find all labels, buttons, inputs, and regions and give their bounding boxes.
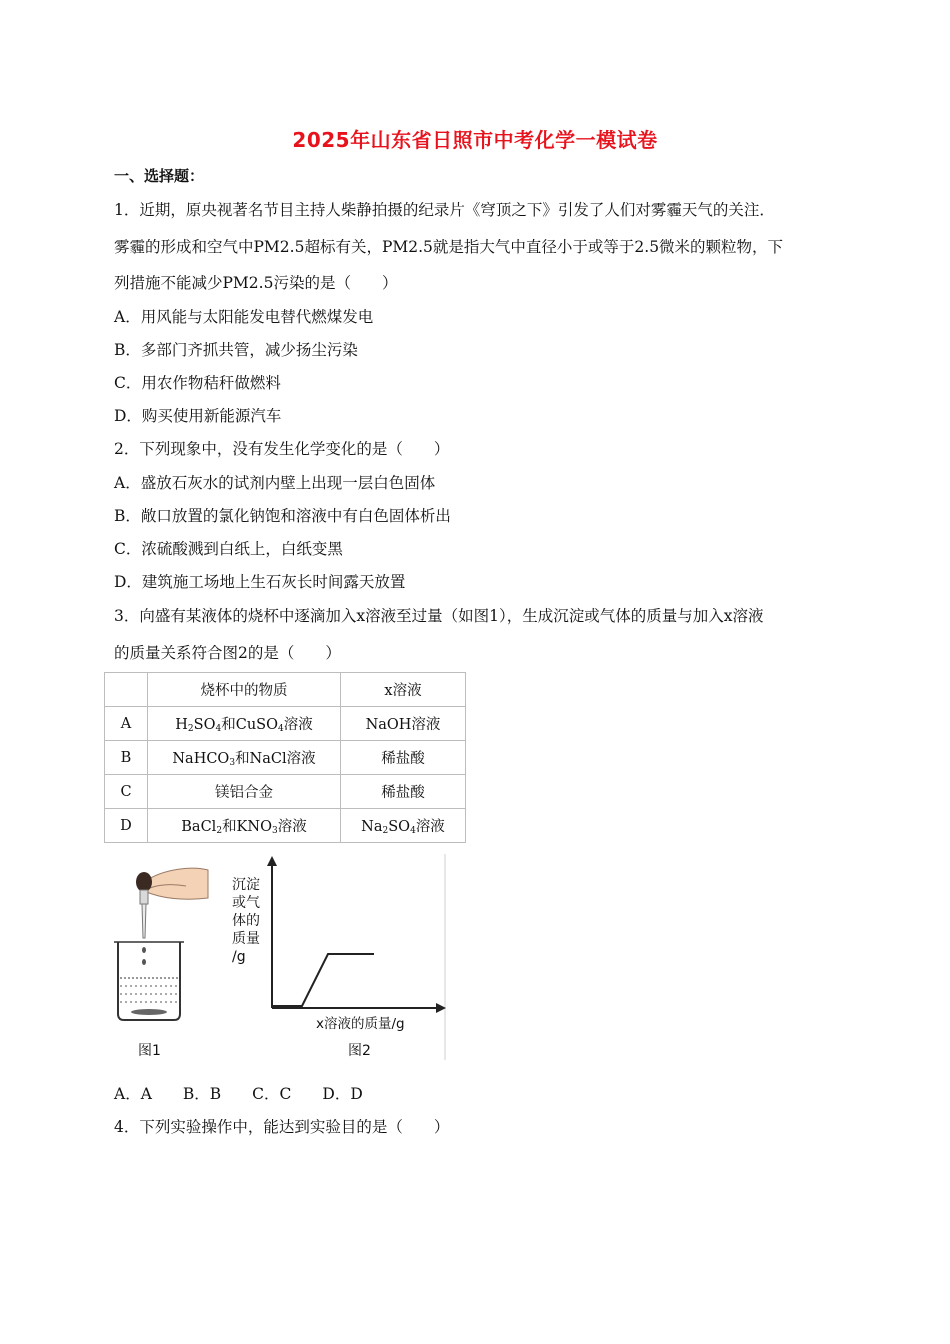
page-title: 2025年山东省日照市中考化学一模试卷 [292,128,658,152]
q3-options: A．A B．B C．C D．D [114,1085,363,1103]
beaker-substance: BaCl$_2$和$KNO_3$溶液 [148,809,341,843]
beaker-substance: NaHCO$_3$和NaCl溶液 [148,741,341,775]
x-solution: $Na_2SO_4$溶液 [341,809,466,843]
table-row [105,775,466,809]
y-axis-label: 沉淀 或气 体的 质量 /g [232,877,260,965]
q2-option-a: A．盛放石灰水的试剂内壁上出现一层白色固体 [114,474,436,492]
q1-stem-line2: 雾霾的形成和空气中PM2.5超标有关，PM2.5就是指大气中直径小于或等于2.5微米的颗粒物，下 [114,238,784,256]
table-row [105,809,466,843]
x-solution: 稀盐酸 [341,775,466,809]
x-solution: NaOH溶液 [341,707,466,741]
graph-axes [267,856,446,1013]
q1-stem-line3: 列措施不能减少PM2.5污染的是（ ） [114,274,398,292]
row-label: A [105,707,148,741]
table-header-cell [105,673,148,707]
x-axis-label: x溶液的质量/g [316,1016,405,1032]
row-label: B [105,741,148,775]
q4-stem: 4．下列实验操作中，能达到实验目的是（ ） [114,1118,450,1136]
q1-stem-line1: 1．近期，原央视著名节目主持人柴静拍摄的纪录片《穹顶之下》引发了人们对雾霾天气的关注． [114,201,775,219]
q1-option-d: D．购买使用新能源汽车 [114,407,282,425]
q3-figure [104,854,447,1060]
figure2-label: 图2 [348,1043,371,1059]
table-header-cell: x溶液 [341,673,466,707]
beaker-icon [114,942,184,1020]
x-solution: 稀盐酸 [341,741,466,775]
graph-curve [272,954,374,1006]
q3-table [104,672,466,843]
q1-option-c: C．用农作物秸秆做燃料 [114,374,281,392]
row-label: D [105,809,148,843]
q2-stem: 2．下列现象中，没有发生化学变化的是（ ） [114,440,450,458]
dropper-icon [136,872,152,965]
q1-option-b: B．多部门齐抓共管，减少扬尘污染 [114,341,358,359]
row-label: C [105,775,148,809]
hand-icon [142,868,208,899]
figure1-label: 图1 [138,1043,161,1059]
q3-stem-line2: 的质量关系符合图2的是（ ） [114,644,341,662]
table-row [105,707,466,741]
table-header-cell: 烧杯中的物质 [148,673,341,707]
table-row [105,741,466,775]
section-heading: 一、选择题： [114,167,205,185]
q1-option-a: A．用风能与太阳能发电替代燃煤发电 [114,308,374,326]
beaker-substance: $H_2SO_4$和CuSO$_4$溶液 [148,707,341,741]
beaker-substance: 镁铝合金 [148,775,341,809]
q2-option-d: D．建筑施工场地上生石灰长时间露天放置 [114,573,406,591]
q2-option-b: B．敞口放置的氯化钠饱和溶液中有白色固体析出 [114,507,451,525]
q3-stem-line1: 3．向盛有某液体的烧杯中逐滴加入x溶液至过量（如图1），生成沉淀或气体的质量与加入x溶液 [114,607,764,625]
table-header-row [105,673,466,707]
q2-option-c: C．浓硫酸溅到白纸上，白纸变黑 [114,540,343,558]
